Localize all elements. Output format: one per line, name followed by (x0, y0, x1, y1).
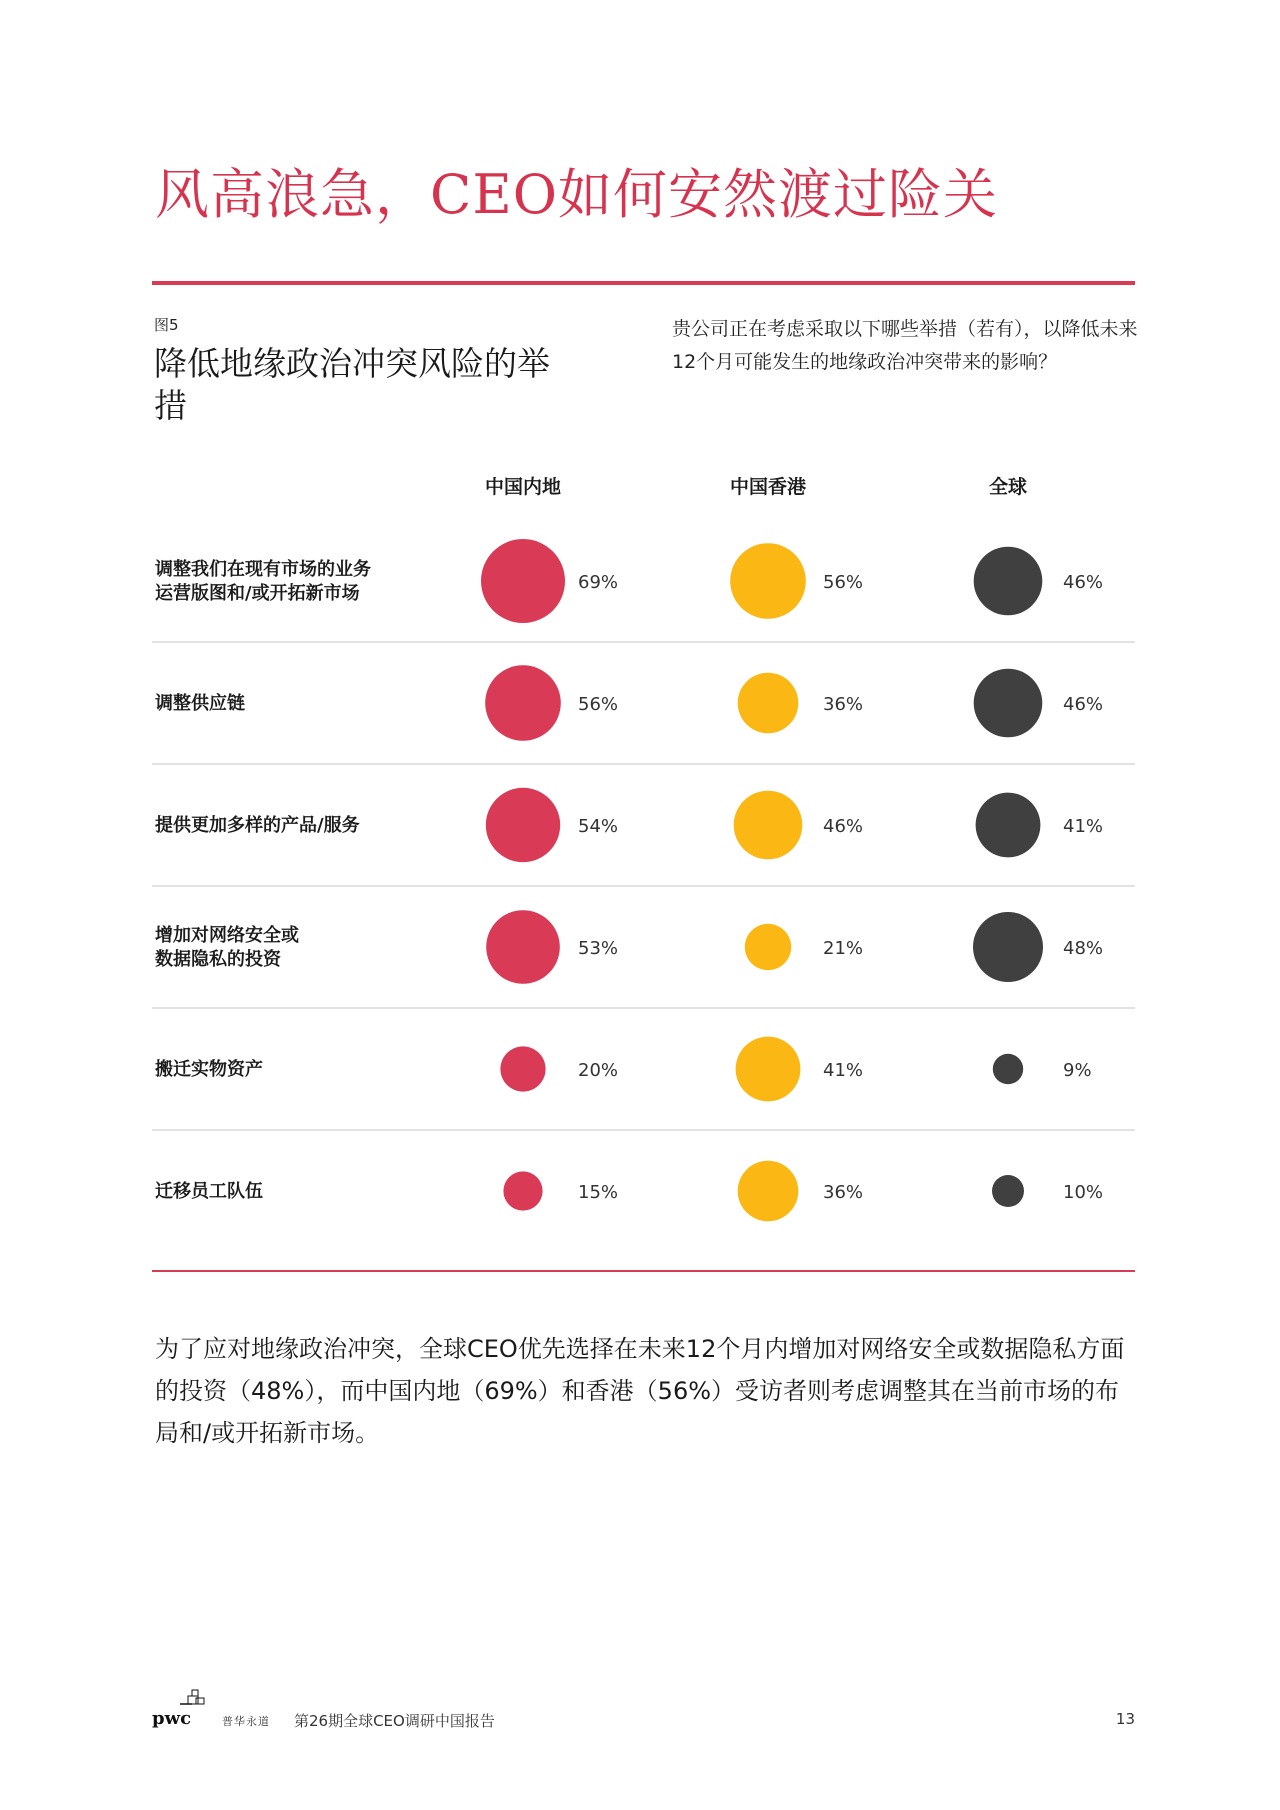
top-divider (152, 281, 1135, 285)
column-header-0: 中国内地 (484, 476, 562, 498)
pwc-chinese-name: 普华永道 (222, 1715, 270, 1728)
bubble-0-0 (481, 539, 565, 623)
value-label-2-5: 10% (1063, 1182, 1104, 1203)
bubble-1-5 (738, 1161, 799, 1222)
value-label-0-2: 54% (578, 816, 619, 837)
value-label-0-3: 53% (578, 938, 619, 959)
value-label-1-0: 56% (823, 572, 864, 593)
summary-paragraph: 为了应对地缘政治冲突，全球CEO优先选择在未来12个月内增加对网络安全或数据隐私方面的投资（48%），而中国内地（69%）和香港（56%）受访者则考虑调整其在当前市场的布局和/或开拓新市场。 (155, 1335, 1125, 1447)
pwc-wordmark: pwc (152, 1708, 192, 1729)
value-label-2-2: 41% (1063, 816, 1104, 837)
value-label-1-5: 36% (823, 1182, 864, 1203)
row-label-0: 调整我们在现有市场的业务运营版图和/或开拓新市场 (155, 559, 371, 604)
figure-label: 图5 (154, 316, 179, 334)
row-label-2: 提供更加多样的产品/服务 (155, 815, 360, 836)
row-label-5: 迁移员工队伍 (155, 1181, 263, 1202)
value-label-0-1: 56% (578, 694, 619, 715)
value-label-2-0: 46% (1063, 572, 1104, 593)
figure-title: 降低地缘政治冲突风险的举措 (154, 344, 550, 425)
value-label-1-1: 36% (823, 694, 864, 715)
value-label-0-4: 20% (578, 1060, 619, 1081)
value-label-2-3: 48% (1063, 938, 1104, 959)
bubble-0-2 (486, 788, 560, 862)
page-number: 13 (1115, 1710, 1135, 1728)
bubble-1-1 (738, 673, 799, 734)
bubble-0-5 (503, 1171, 542, 1210)
row-label-3: 增加对网络安全或数据隐私的投资 (155, 925, 299, 970)
bubble-2-0 (974, 547, 1043, 616)
bubble-0-3 (486, 910, 560, 984)
bubble-2-5 (992, 1175, 1024, 1207)
value-label-2-1: 46% (1063, 694, 1104, 715)
bubble-2-1 (974, 669, 1043, 738)
bubble-1-3 (745, 924, 791, 970)
value-label-1-4: 41% (823, 1060, 864, 1081)
bubble-2-4 (993, 1054, 1023, 1084)
value-label-0-5: 15% (578, 1182, 619, 1203)
value-label-0-0: 69% (578, 572, 619, 593)
bubble-2-2 (976, 793, 1041, 858)
column-header-2: 全球 (988, 476, 1028, 498)
bubble-1-4 (736, 1037, 801, 1102)
value-label-2-4: 9% (1063, 1060, 1092, 1081)
report-title: 第26期全球CEO调研中国报告 (294, 1712, 495, 1730)
bubble-1-2 (734, 791, 803, 860)
row-label-4: 搬迁实物资产 (155, 1059, 263, 1080)
value-label-1-3: 21% (823, 938, 864, 959)
page-heading: 风高浪急，CEO如何安然渡过险关 (155, 163, 999, 226)
bubble-0-1 (485, 665, 561, 741)
column-header-1: 中国香港 (729, 476, 807, 498)
value-label-1-2: 46% (823, 816, 864, 837)
bubble-2-3 (973, 912, 1043, 982)
bubble-chart (0, 460, 1280, 1280)
bottom-divider (152, 1270, 1135, 1272)
page-footer (152, 1688, 1135, 1728)
row-label-1: 调整供应链 (155, 693, 245, 714)
survey-question: 贵公司正在考虑采取以下哪些举措（若有），以降低未来12个月可能发生的地缘政治冲突带来的影响？ (672, 318, 1138, 373)
bubble-0-4 (500, 1046, 545, 1091)
bubble-1-0 (730, 543, 806, 619)
